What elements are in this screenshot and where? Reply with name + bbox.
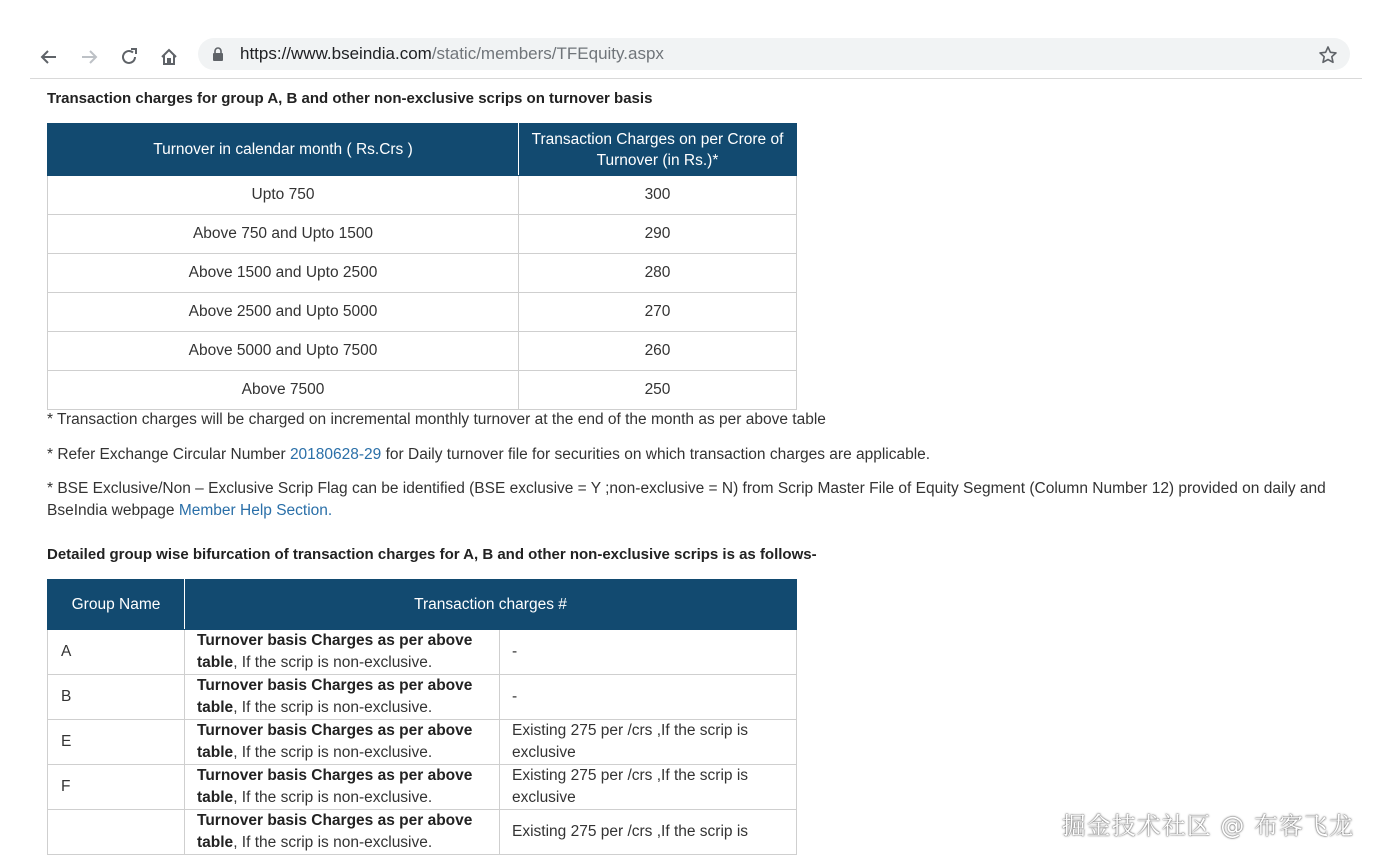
turnover-cell: Above 750 and Upto 1500 bbox=[48, 215, 519, 254]
table-row bbox=[48, 765, 797, 810]
note-incremental: * Transaction charges will be charged on incremental monthly turnover at the end of the month as per above table bbox=[47, 411, 826, 428]
note-circular: * Refer Exchange Circular Number 20180628-29 for Daily turnover file for securities on which transaction charges are applicable. bbox=[47, 446, 931, 463]
non-exclusive-charge-cell: Turnover basis Charges as per above table, If the scrip is non-exclusive. bbox=[185, 765, 500, 810]
arrow-left-icon bbox=[39, 47, 59, 67]
group-name-cell: A bbox=[48, 630, 185, 675]
column-header-charges: Transaction Charges on per Crore of Turnover (in Rs.)* bbox=[519, 124, 797, 176]
group-name-cell: F bbox=[48, 765, 185, 810]
table-row bbox=[48, 675, 797, 720]
non-exclusive-charge-cell: Turnover basis Charges as per above table, If the scrip is non-exclusive. bbox=[185, 630, 500, 675]
lock-icon bbox=[212, 47, 224, 61]
circular-link[interactable]: 20180628-29 bbox=[289, 446, 382, 463]
turnover-cell: Upto 750 bbox=[48, 176, 519, 215]
section-title-turnover: Transaction charges for group A, B and other non-exclusive scrips on turnover basis bbox=[47, 90, 653, 107]
member-help-link[interactable]: Member Help Section. bbox=[178, 502, 333, 519]
group-name-cell: B bbox=[48, 675, 185, 720]
table-row bbox=[48, 720, 797, 765]
table-row bbox=[48, 176, 797, 215]
charge-cell: 300 bbox=[519, 176, 797, 215]
turnover-cell: Above 1500 and Upto 2500 bbox=[48, 254, 519, 293]
turnover-cell: Above 2500 and Upto 5000 bbox=[48, 293, 519, 332]
table-row bbox=[48, 215, 797, 254]
table-row bbox=[48, 371, 797, 410]
bookmark-star-icon[interactable] bbox=[1318, 45, 1338, 65]
section-title-groupwise: Detailed group wise bifurcation of transaction charges for A, B and other non-exclusive scrips is as follows- bbox=[47, 546, 817, 563]
group-name-cell: E bbox=[48, 720, 185, 765]
column-header-turnover: Turnover in calendar month ( Rs.Crs ) bbox=[48, 124, 519, 176]
address-bar[interactable] bbox=[198, 38, 1350, 70]
reload-button[interactable] bbox=[114, 42, 144, 72]
table-row bbox=[48, 254, 797, 293]
arrow-right-icon bbox=[79, 47, 99, 67]
exclusive-charge-cell: - bbox=[500, 675, 797, 720]
table-row bbox=[48, 293, 797, 332]
column-header-group: Group Name bbox=[48, 580, 185, 630]
turnover-cell: Above 7500 bbox=[48, 371, 519, 410]
column-header-transaction-charges: Transaction charges # bbox=[185, 580, 797, 630]
watermark-text: 掘金技术社区 @ 布客飞龙 bbox=[1061, 812, 1354, 840]
browser-toolbar bbox=[30, 36, 1362, 79]
exclusive-charge-cell: Existing 275 per /crs ,If the scrip is exclusive bbox=[500, 765, 797, 810]
non-exclusive-charge-cell: Turnover basis Charges as per above table, If the scrip is non-exclusive. bbox=[185, 810, 500, 855]
exclusive-charge-cell: Existing 275 per /crs ,If the scrip is exclusive bbox=[500, 720, 797, 765]
exclusive-charge-cell: Existing 275 per /crs ,If the scrip is bbox=[500, 810, 797, 855]
home-icon bbox=[159, 47, 179, 67]
charge-cell: 260 bbox=[519, 332, 797, 371]
turnover-cell: Above 5000 and Upto 7500 bbox=[48, 332, 519, 371]
note-exclusive-flag: * BSE Exclusive/Non – Exclusive Scrip Flag can be identified (BSE exclusive = Y ;non-exclusive = N) from Scrip Master File of Equity Segment (Column Number 12) provided on daily and BseIndia webpage Member Help Section. bbox=[47, 480, 1326, 519]
home-button[interactable] bbox=[154, 42, 184, 72]
exclusive-charge-cell: - bbox=[500, 630, 797, 675]
non-exclusive-charge-cell: Turnover basis Charges as per above table, If the scrip is non-exclusive. bbox=[185, 675, 500, 720]
charge-cell: 280 bbox=[519, 254, 797, 293]
forward-button[interactable] bbox=[74, 42, 104, 72]
table-row bbox=[48, 630, 797, 675]
charge-cell: 270 bbox=[519, 293, 797, 332]
groupwise-charges-table bbox=[47, 579, 797, 855]
reload-icon bbox=[119, 47, 139, 67]
back-button[interactable] bbox=[34, 42, 64, 72]
url-text: https://www.bseindia.com/static/members/TFEquity.aspx bbox=[240, 44, 664, 63]
group-name-cell bbox=[48, 810, 185, 855]
table-row bbox=[48, 332, 797, 371]
table-row bbox=[48, 810, 797, 855]
charge-cell: 290 bbox=[519, 215, 797, 254]
non-exclusive-charge-cell: Turnover basis Charges as per above table, If the scrip is non-exclusive. bbox=[185, 720, 500, 765]
turnover-charges-table bbox=[47, 123, 797, 410]
charge-cell: 250 bbox=[519, 371, 797, 410]
